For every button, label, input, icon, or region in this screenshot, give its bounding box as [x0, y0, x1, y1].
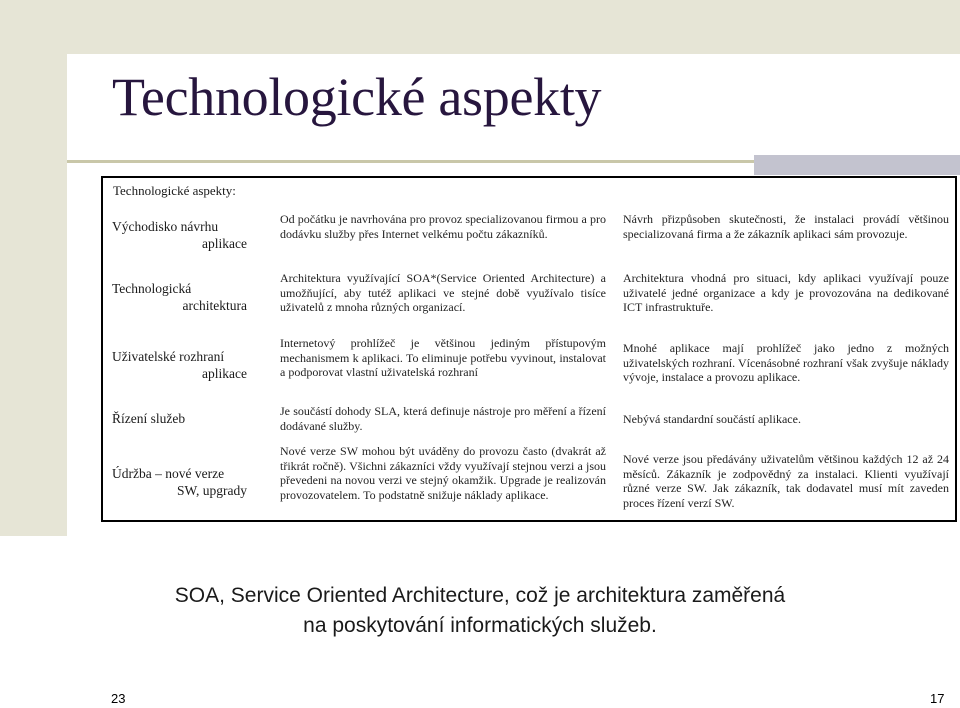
- row-onprem-service-mgmt: Nebývá standardní součástí aplikace.: [623, 412, 801, 426]
- footnote-line2: na poskytování informatických služeb.: [303, 614, 657, 637]
- accent-bar: [754, 155, 960, 175]
- row-label-service-mgmt: [112, 410, 247, 427]
- row-saas-service-mgmt: Je součástí dohody SLA, která definuje nástroje pro měření a řízení dodávané služby.: [280, 404, 606, 433]
- row-label-ui: [112, 348, 247, 382]
- footnote-line1: SOA, Service Oriented Architecture, což je architektura zaměřená: [174, 584, 786, 607]
- row-saas-ui: Internetový prohlížeč je většinou jediným přístupovým mechanismem k aplikaci. To eliminuje potřebu vyvinout, instalovat a podporovat vlastní uživatelská rozhraní: [280, 336, 606, 379]
- row-saas-design-basis: Od počátku je navrhována pro provoz specializovanou firmou a pro dodávku služby přes Internet velkému počtu zákazníků.: [280, 212, 606, 241]
- comparison-table: [101, 176, 957, 522]
- row-label-line1: Východisko návrhu: [112, 219, 219, 234]
- row-label-architecture: [112, 280, 247, 314]
- table-header: Technologické aspekty:: [113, 183, 236, 198]
- page-number-right: 17: [930, 691, 945, 706]
- row-label-line1: Řízení služeb: [112, 411, 186, 426]
- top-decor-strip: [67, 0, 960, 54]
- row-saas-architecture: Architektura využívající SOA*(Service Oriented Architecture) a umožňující, aby tutéž aplikaci ve stejné době využívalo tisíce uživatelů z mnoha různých organizací.: [280, 271, 606, 314]
- title-underline: [67, 160, 821, 163]
- row-onprem-design-basis: Návrh přizpůsoben skutečnosti, že instalaci provádí většinou specializovaná firma a že zákazník aplikaci sám provozuje.: [623, 212, 949, 241]
- row-onprem-ui: Mnohé aplikace mají prohlížeč jako jedno z možných uživatelských rozhraní. Vícenásobné rozhraní však zvyšuje náklady vývoje, instalace a provozu aplikace.: [623, 341, 949, 384]
- row-label-line2: aplikace: [202, 366, 247, 381]
- row-label-line1: Uživatelské rozhraní: [112, 349, 225, 364]
- row-label-line2: architektura: [182, 298, 247, 313]
- row-onprem-maintenance: Nové verze jsou předávány uživatelům většinou každých 12 až 24 měsíců. Zákazník je zodpovědný za instalaci. Klienti využívají různé verze SW. Jak zákazník, tak dodavatel musí mít zaveden proces řízení verzí SW.: [623, 452, 949, 510]
- page-number-left: 23: [111, 691, 126, 706]
- row-label-line2: aplikace: [202, 236, 247, 251]
- left-decor-strip: [0, 0, 67, 536]
- row-saas-maintenance: Nové verze SW mohou být uváděny do provozu často (dvakrát až třikrát ročně). Všichni zákazníci vždy využívají stejnou verzi a jsou převedeni na novou verzi ve stejný okamžik. Upgrade je realizován provozovatelem. To podstatně snižuje náklady aplikace.: [280, 444, 606, 502]
- row-label-line1: Údržba – nové verze: [112, 466, 225, 481]
- row-label-design-basis: [112, 218, 247, 252]
- page-title: Technologické aspekty: [112, 67, 602, 127]
- row-label-line2: SW, upgrady: [177, 483, 247, 498]
- row-label-maintenance: [112, 465, 247, 499]
- row-label-line1: Technologická: [112, 281, 192, 296]
- row-onprem-architecture: Architektura vhodná pro situaci, kdy aplikaci využívají pouze uživatelé jedné organizace a kdy je provozována na dedikované ICT infrastruktuře.: [623, 271, 949, 314]
